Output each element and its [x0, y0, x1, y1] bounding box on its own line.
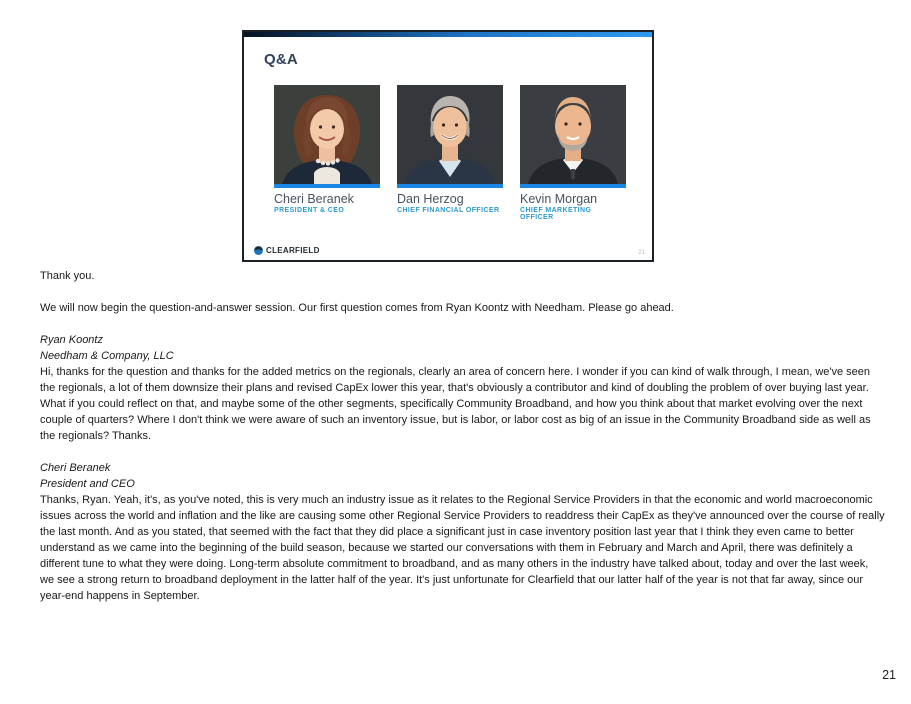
- person-name: Dan Herzog: [397, 192, 464, 206]
- transcript-body: [40, 268, 885, 604]
- person-title: CHIEF MARKETING OFFICER: [520, 207, 592, 221]
- photo-underline-bar: [397, 184, 503, 188]
- person-card-cheri-beranek: [274, 85, 380, 221]
- person-name: Kevin Morgan: [520, 192, 598, 206]
- kevin-morgan-photo: [520, 85, 626, 184]
- question-text: Hi, thanks for the question and thanks for the added metrics on the regionals, clearly an area of concern here. I wonder if you can kind of walk through, I mean, we've seen the regionals, a lot of them downsize their plans and revised CapEx lower this year, that's obviously a contributor and kind of doubling the problem of over buying last year. What if you could reflect on that, and maybe some of the other segments, specifically Community Broadband, and how you think about that market evolving over the next couple of quarters? Where I don't think we were aware of such an inventory issue, but is labor, or labor cost as big of an issue in the Community Broadband side as well as the regionals? Thanks.: [40, 366, 871, 442]
- person-card-kevin-morgan: [520, 85, 626, 221]
- photo-underline-bar: [520, 184, 626, 188]
- clearfield-globe-icon: [254, 246, 263, 255]
- slide-accent-bar: [244, 32, 652, 37]
- dan-herzog-photo: [397, 85, 503, 184]
- person-name: Cheri Beranek: [274, 192, 354, 206]
- question-block: [40, 332, 885, 444]
- executives-row: [274, 85, 626, 221]
- question-speaker-name: Ryan Koontz: [40, 334, 103, 346]
- question-speaker-affiliation: Needham & Company, LLC: [40, 350, 174, 362]
- slide-title: Q&A: [264, 51, 298, 68]
- qa-slide: [242, 30, 654, 262]
- answer-speaker-name: Cheri Beranek: [40, 462, 111, 474]
- clearfield-logo: [254, 246, 320, 255]
- answer-text: Thanks, Ryan. Yeah, it's, as you've noted, this is very much an industry issue as it relates to the Regional Service Providers in that the economic and world macroeconomic issues across the world and inflation and the like are causing some other Regional Service Providers to readdress their CapEx as they've announced over the course of really the last month. And as you stated, that seemed with the fact that they did place a significant just in case inventory position last year that I think they even came to better understand as we came into the beginning of the build season, because we started our conversations with them in February and March and April, there was definitely a different tune to what they were doing. Long-term absolute commitment to broadband, and as many others in the industry have talked about, today and over the last week, we see a strong return to broadband deployment in the latter half of the year. It's just unfortunate for Clearfield that our latter half of the year is not that far away, since our year-end happens in September.: [40, 494, 885, 602]
- slide-page-number: 21: [638, 250, 645, 256]
- person-title: PRESIDENT & CEO: [274, 207, 345, 214]
- cheri-beranek-photo: [274, 85, 380, 184]
- document-page-number: 21: [882, 668, 896, 682]
- transcript-thank-you: Thank you.: [40, 270, 95, 282]
- person-title: CHIEF FINANCIAL OFFICER: [397, 207, 500, 214]
- answer-speaker-title: President and CEO: [40, 478, 135, 490]
- transcript-operator-intro: We will now begin the question-and-answer session. Our first question comes from Ryan Koontz with Needham. Please go ahead.: [40, 302, 674, 314]
- photo-underline-bar: [274, 184, 380, 188]
- clearfield-logo-text: CLEARFIELD: [266, 246, 320, 255]
- person-card-dan-herzog: [397, 85, 503, 221]
- answer-block: [40, 460, 885, 604]
